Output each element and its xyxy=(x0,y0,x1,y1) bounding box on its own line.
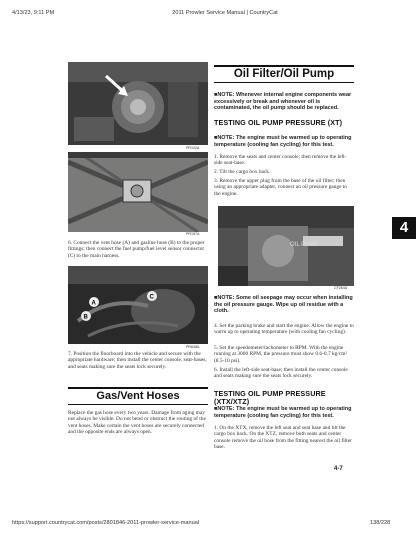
oil-pressure-gauge-photo xyxy=(218,206,354,286)
photo-2-caption: PR157A xyxy=(186,232,200,236)
note-replace-pump: ■NOTE: Whenever internal engine components wear excessively or break and whenever oil is contaminated, the oil pump should be replaced. xyxy=(214,92,352,111)
svg-text:C: C xyxy=(149,294,154,301)
xt-step-5: 5. Set the speedometer/tachometer to RPM. With the engine running at 3000 RPM, the pressure must show 0.6-0.7 kg/cm² (8.5-10 psi). xyxy=(214,345,348,364)
section-title-top-rule xyxy=(214,65,354,67)
section-tab: 4 xyxy=(392,217,416,239)
note-warm-engine-xtx: ■NOTE: The engine must be warmed up to operating temperature (cooling fan cycling) for this test. xyxy=(214,406,352,419)
subheading-xt: TESTING OIL PUMP PRESSURE (XT) xyxy=(214,118,343,127)
xt-step-3: 3. Remove the upper plug from the base of the oil filter; then using an appropriate adapter, connect an oil pressure gauge to the engine. xyxy=(214,178,348,197)
photo-1-caption: PR102A xyxy=(186,146,200,150)
print-page-count: 138/228 xyxy=(370,520,391,526)
gas-heading-top-rule xyxy=(68,387,208,389)
xt-step-6: 6. Install the left-side seat-base; then install the center console and seats making sure the seats lock securely. xyxy=(214,367,348,380)
step-6-text: 6. Connect the vent hose (A) and gasline hose (B) to the proper fittings; then connect the fuel pump/fuel level sensor connector (C) to the main harness. xyxy=(68,240,205,259)
fuel-tank-photo xyxy=(68,152,208,232)
note-warm-engine-xt: ■NOTE: The engine must be warmed up to operating temperature (cooling fan cycling) for this test. xyxy=(214,135,352,148)
step-7-text: 7. Position the floorboard into the vehicle and secure with the appropriate hardware; then install the center console, seat-bases, and seats making sure the seats lock securely. xyxy=(68,351,207,370)
xtx-step-1: 1. On the XTX, remove the left seat and seat base and tilt the cargo box back. On the XTZ, remove both seats and center console remove the oil hose from the fitting nearest the oil filter base. xyxy=(214,425,352,450)
section-title-bottom-rule xyxy=(214,82,354,83)
xt-step-4: 4. Set the parking brake and start the engine. Allow the engine to warm up to operating temperature (with cooling fan cycling). xyxy=(214,323,354,336)
print-url: https://support.countrycat.com/posts/2801846-2011-prowler-service-manual xyxy=(12,520,200,526)
gas-vent-hoses-heading: Gas/Vent Hoses xyxy=(96,390,180,402)
gauge-photo-caption: CF264A xyxy=(334,286,348,290)
section-title: Oil Filter/Oil Pump xyxy=(233,68,335,80)
manual-page-number: 4-7 xyxy=(334,466,343,472)
svg-text:B: B xyxy=(83,314,88,321)
subheading-xtx-xtz: TESTING OIL PUMP PRESSURE (XTX/XTZ) xyxy=(214,389,326,406)
gas-heading-bottom-rule xyxy=(68,404,208,405)
engine-photo-1 xyxy=(68,62,208,145)
svg-text:A: A xyxy=(91,300,96,307)
note-oil-seepage: ■NOTE: Some oil seepage may occur when installing the oil pressure gauge. Wipe up oil residue with a cloth. xyxy=(214,295,353,314)
print-page-title: 2011 Prowler Service Manual | CountryCat xyxy=(172,10,278,16)
xt-step-2: 2. Tilt the cargo box back. xyxy=(214,169,271,175)
xt-step-1: 1. Remove the seats and center console; then remove the left-side seat-base. xyxy=(214,154,347,167)
gas-hoses-paragraph: Replace the gas hose every two years. Damage from aging may not always be visible. Do not bend or obstruct the routing of the vent hoses. Make certain the vent hoses are securely connected and the opposite ends are always open. xyxy=(68,410,206,435)
photo-3-caption: PR638A xyxy=(186,345,200,349)
print-datetime: 4/13/23, 9:11 PM xyxy=(12,10,55,16)
hose-connector-photo xyxy=(68,266,208,344)
svg-text:OIL PUMP: OIL PUMP xyxy=(290,242,319,248)
